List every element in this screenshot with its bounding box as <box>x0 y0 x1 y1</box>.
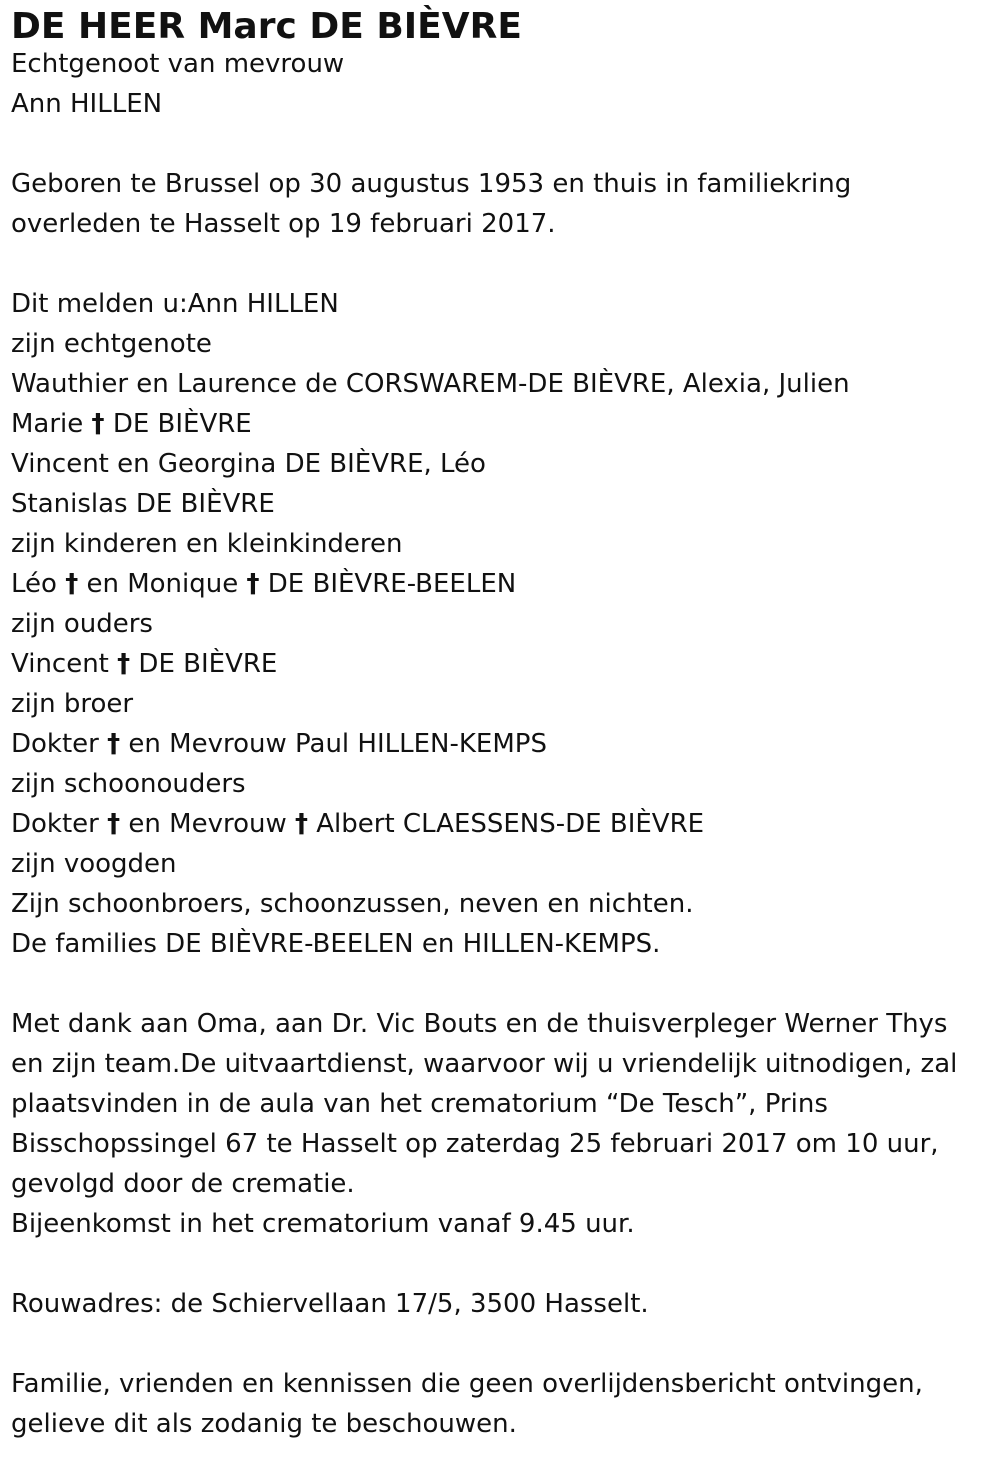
service-line-6: Bijeenkomst in het crematorium vanaf 9.45 uur. <box>11 1209 635 1239</box>
mourning-address: Rouwadres: de Schiervellaan 17/5, 3500 Hasselt. <box>11 1289 649 1319</box>
cross-icon: † <box>91 409 105 439</box>
spouse-intro: Echtgenoot van mevrouw <box>11 49 345 79</box>
guardians-title: Dokter <box>11 809 99 839</box>
parents-line <box>11 564 988 604</box>
cross-icon: † <box>117 649 131 679</box>
brother-line <box>11 644 988 684</box>
spacer <box>11 1324 988 1364</box>
spacer <box>11 124 988 164</box>
child-2-last-name: DE BIÈVRE <box>112 409 252 439</box>
families-line: De families DE BIÈVRE-BEELEN en HILLEN-KEMPS. <box>11 929 661 959</box>
spouse-role: zijn echtgenote <box>11 329 212 359</box>
service-line-1: Met dank aan Oma, aan Dr. Vic Bouts en de thuisverpleger Werner Thys <box>11 1009 948 1039</box>
child-line-2 <box>11 404 988 444</box>
spacer <box>11 244 988 284</box>
guardians-mrs: en Mevrouw <box>128 809 287 839</box>
inlaws-names: en Mevrouw Paul HILLEN-KEMPS <box>128 729 547 759</box>
brother-role: zijn broer <box>11 689 134 719</box>
child-line-3: Vincent en Georgina DE BIÈVRE, Léo <box>11 449 486 479</box>
birth-death-line-1: Geboren te Brussel op 30 augustus 1953 en thuis in familiekring <box>11 169 852 199</box>
cross-icon: † <box>65 569 79 599</box>
cross-icon: † <box>107 809 121 839</box>
service-line-5: gevolgd door de crematie. <box>11 1169 355 1199</box>
brother-first-name: Vincent <box>11 649 109 679</box>
parents-role: zijn ouders <box>11 609 153 639</box>
cross-icon: † <box>295 809 308 839</box>
birth-death-line-2: overleden te Hasselt op 19 februari 2017. <box>11 209 556 239</box>
parents-father: Léo <box>11 569 57 599</box>
inlaws-title: Dokter <box>11 729 99 759</box>
child-line-4: Stanislas DE BIÈVRE <box>11 489 275 519</box>
child-2-first-name: Marie <box>11 409 84 439</box>
closing-line-1: Familie, vrienden en kennissen die geen overlijdensbericht ontvingen, <box>11 1369 923 1399</box>
service-line-3: plaatsvinden in de aula van het crematorium “De Tesch”, Prins <box>11 1089 828 1119</box>
inlaws-line <box>11 724 988 764</box>
family-intro: Dit melden u:Ann HILLEN <box>11 289 339 319</box>
guardians-role: zijn voogden <box>11 849 177 879</box>
relatives-line: Zijn schoonbroers, schoonzussen, neven en nichten. <box>11 889 694 919</box>
guardians-line <box>11 804 988 844</box>
cross-icon: † <box>107 729 121 759</box>
children-role: zijn kinderen en kleinkinderen <box>11 529 403 559</box>
spacer <box>11 964 988 1004</box>
service-line-4: Bisschopssingel 67 te Hasselt op zaterdag 25 februari 2017 om 10 uur, <box>11 1129 939 1159</box>
service-line-2: en zijn team.De uitvaartdienst, waarvoor wij u vriendelijk uitnodigen, zal <box>11 1049 958 1079</box>
parents-mother: en Monique <box>86 569 239 599</box>
notice-title: DE HEER Marc DE BIÈVRE <box>11 6 522 47</box>
spouse-name: Ann HILLEN <box>11 89 163 119</box>
cross-icon: † <box>246 569 260 599</box>
brother-surname: DE BIÈVRE <box>138 649 278 679</box>
closing-line-2: gelieve dit als zodanig te beschouwen. <box>11 1409 517 1439</box>
guardians-names: Albert CLAESSENS-DE BIÈVRE <box>316 809 705 839</box>
parents-surname: DE BIÈVRE-BEELEN <box>267 569 517 599</box>
inlaws-role: zijn schoonouders <box>11 769 246 799</box>
child-line-1: Wauthier en Laurence de CORSWAREM-DE BIÈVRE, Alexia, Julien <box>11 369 850 399</box>
spacer <box>11 1244 988 1284</box>
